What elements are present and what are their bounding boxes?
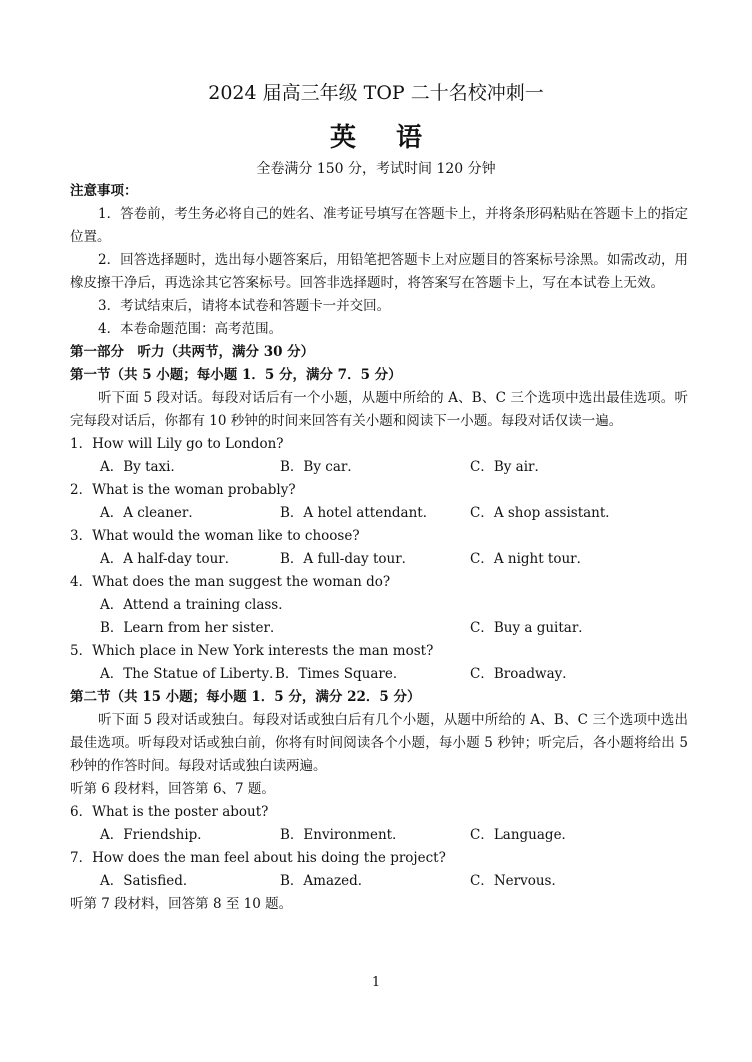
option-a: A．By taxi． [100,459,184,475]
option-a: A．Friendship． [100,827,211,843]
notice-item: 1．答卷前，考生务必将自己的姓名、准考证号填写在答题卡上，并将条形码粘贴在答题卡上的指定位置。 [70,206,688,245]
question-stem: 7．How does the man feel about his doing the project? [70,850,446,866]
option-b: B．By car． [280,459,361,475]
section1-heading: 第一节（共 5 小题；每小题 1．5 分，满分 7．5 分） [70,367,402,383]
question-stem: 2．What is the woman probably? [70,482,296,498]
option-c: C．A shop assistant． [470,505,619,521]
question-options [70,456,688,479]
option-b: B．Amazed． [280,873,372,889]
section2-instructions: 听下面 5 段对话或独白。每段对话或独白后有几个小题，从题中所给的 A、B、C 三个选项中选出最佳选项。听每段对话或独白前，你将有时间阅读各个小题，每小题 5 秒钟；听完后，各小题将给出 5 秒钟的作答时间。每段对话或独白读两遍。 [70,712,688,774]
page-number: 1 [371,975,381,990]
notice-item: 4．本卷命题范围：高考范围。 [98,321,283,337]
question-stem: 6．What is the poster about? [70,804,269,820]
option-c: C．A night tour． [470,551,591,567]
question-options [70,502,688,525]
notice-item: 3．考试结束后，请将本试卷和答题卡一并交回。 [98,298,391,314]
option-a: A．The Statue of Liberty． [100,666,283,682]
question-options [70,594,688,617]
question-stem: 4．What does the man suggest the woman do? [70,574,391,590]
question-options [70,663,688,686]
material-instruction: 听第 7 段材料，回答第 8 至 10 题。 [70,896,293,912]
question-stem: 1．How will Lily go to London? [70,436,284,452]
option-b: B．A full-day tour． [280,551,416,567]
notice-item: 2．回答选择题时，选出每小题答案后，用铅笔把答题卡上对应题目的答案标号涂黑。如需改动，用橡皮擦干净后，再选涂其它答案标号。回答非选择题时，将答案写在答题卡上，写在本试卷上无效。 [70,252,688,291]
option-c: C．Nervous． [470,873,565,889]
question-options [70,617,688,640]
option-b: B．Times Square． [275,666,407,682]
subject-title: 英语 [329,123,462,153]
option-a: A．A cleaner． [100,505,202,521]
notice-heading: 注意事项： [70,183,138,199]
question-options [70,824,688,847]
question-options [70,548,688,571]
option-a: A．Attend a training class． [100,597,292,613]
question-options [70,870,688,893]
option-b: B．Environment． [280,827,406,843]
exam-title: 2024 届高三年级 TOP 二十名校冲刺一 [208,82,544,104]
option-c: C．Broadway． [470,666,576,682]
option-c: C．Buy a guitar． [470,620,592,636]
question-stem: 3．What would the woman like to choose? [70,528,360,544]
material-instruction: 听第 6 段材料，回答第 6、7 题。 [70,781,275,797]
option-b: B．Learn from her sister． [100,620,284,636]
question-stem: 5．Which place in New York interests the man most? [70,643,434,659]
option-a: A．A half-day tour． [100,551,239,567]
exam-body [70,180,688,916]
part1-heading: 第一部分 听力（共两节，满分 30 分） [70,344,315,360]
option-a: A．Satisfied． [100,873,197,889]
option-b: B．A hotel attendant． [280,505,437,521]
exam-meta: 全卷满分 150 分，考试时间 120 分钟 [256,161,496,177]
section2-heading: 第二节（共 15 小题；每小题 1．5 分，满分 22．5 分） [70,689,421,705]
section1-instructions: 听下面 5 段对话。每段对话后有一个小题，从题中所给的 A、B、C 三个选项中选出最佳选项。听完每段对话后，你都有 10 秒钟的时间来回答有关小题和阅读下一小题。每段对话仅读一遍。 [70,390,688,429]
option-c: C．Language． [470,827,576,843]
option-c: C．By air． [470,459,548,475]
